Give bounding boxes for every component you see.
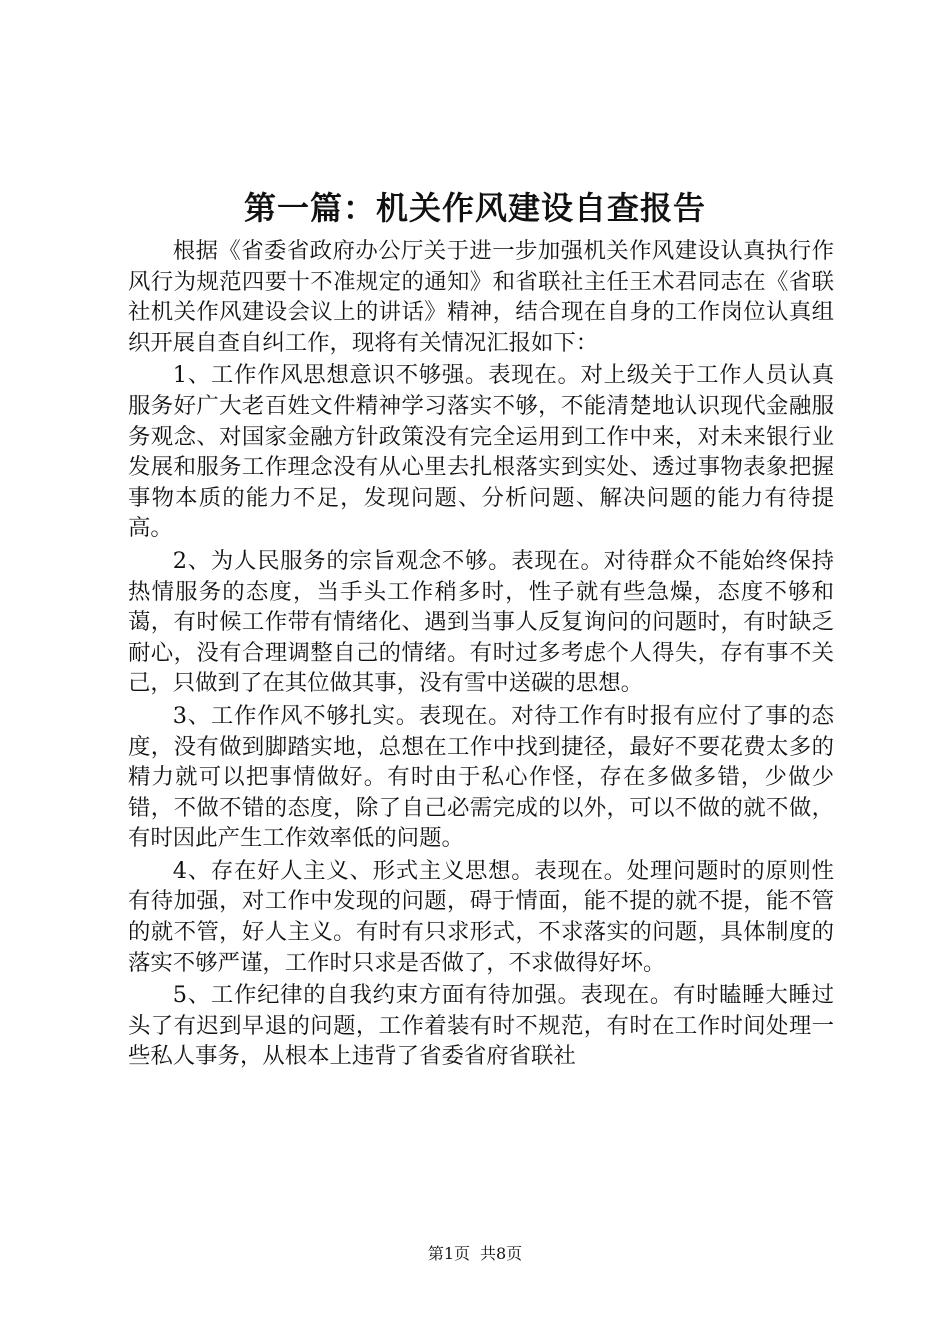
page-total: 共8页 bbox=[480, 1244, 523, 1263]
paragraph-item-2: 2、为人民服务的宗旨观念不够。表现在。对待群众不能始终保持热情服务的态度，当手头工作稍多时，性子就有些急燥，态度不够和蔼，有时候工作带有情绪化、遇到当事人反复询问的问题时，有时缺乏耐心，没有合理调整自己的情绪。有时过多考虑个人得失，存有事不关己，只做到了在其位做其事，没有雪中送碳的思想。 bbox=[128, 547, 834, 697]
paragraph-intro: 根据《省委省政府办公厅关于进一步加强机关作风建设认真执行作风行为规范四要十不准规定的通知》和省联社主任王术君同志在《省联社机关作风建设会议上的讲话》精神，结合现在自身的工作岗位认真组织开展自查自纠工作，现将有关情况汇报如下： bbox=[128, 238, 834, 356]
paragraph-item-5: 5、工作纪律的自我约束方面有待加强。表现在。有时瞌睡大睡过头了有迟到早退的问题，工作着装有时不规范，有时在工作时间处理一些私人事务，从根本上违背了省委省府省联社 bbox=[128, 982, 834, 1070]
page-number: 第1页 bbox=[427, 1244, 470, 1263]
paragraph-item-1: 1、工作作风思想意识不够强。表现在。对上级关于工作人员认真服务好广大老百姓文件精神学习落实不够，不能清楚地认识现代金融服务观念、对国家金融方针政策没有完全运用到工作中来，对未来银行业发展和服务工作理念没有从心里去扎根落实到实处、透过事物表象把握事物本质的能力不足，发现问题、分析问题、解决问题的能力有待提高。 bbox=[128, 362, 834, 542]
page-footer bbox=[0, 1244, 950, 1264]
paragraph-item-4: 4、存在好人主义、形式主义思想。表现在。处理问题时的原则性有待加强，对工作中发现的问题，碍于情面，能不提的就不提，能不管的就不管，好人主义。有时有只求形式，不求落实的问题，具体制度的落实不够严谨，工作时只求是否做了，不求做得好坏。 bbox=[128, 857, 834, 976]
paragraph-item-3: 3、工作作风不够扎实。表现在。对待工作有时报有应付了事的态度，没有做到脚踏实地，总想在工作中找到捷径，最好不要花费太多的精力就可以把事情做好。有时由于私心作怪，存在多做多错，少做少错，不做不错的态度，除了自己必需完成的以外，可以不做的就不做，有时因此产生工作效率低的问题。 bbox=[128, 702, 834, 852]
document-title: 第一篇：机关作风建设自查报告 bbox=[243, 189, 706, 227]
document-body bbox=[128, 236, 834, 1074]
